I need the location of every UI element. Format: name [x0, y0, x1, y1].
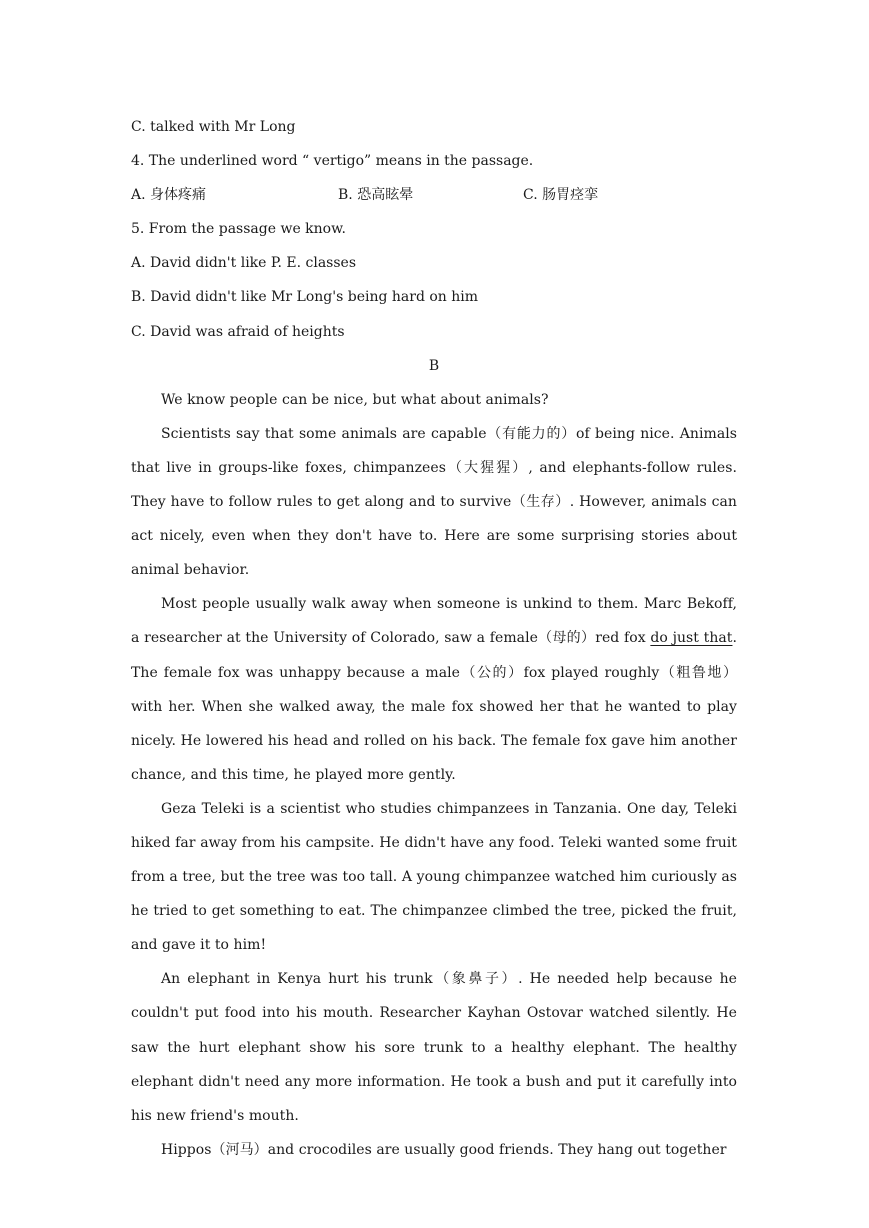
q4-option-c: C. 肠胃痉挛 [523, 187, 599, 204]
passage-paragraph-5: An elephant in Kenya hurt his trunk（象鼻子）. He needed help because he couldn't put food into his mouth. Researcher Kayhan Ostovar watched silently. He saw the hurt elephant show his sore trunk to a healthy elephant. The healthy elephant didn't need any more information. He took a bush and put it carefully into his new friend's mouth. [131, 971, 737, 1124]
q4-option-a: A. 身体疼痛 [131, 187, 207, 204]
q4-question: 4. The underlined word “ vertigo” means in the passage. [131, 153, 534, 170]
q5-option-a: A. David didn't like P. E. classes [131, 255, 357, 272]
underlined-phrase: do just that [650, 630, 733, 647]
q5-option-c: C. David was afraid of heights [131, 323, 345, 340]
q4-option-b: B. 恐高眩晕 [338, 187, 414, 204]
p3-text-after: . The female fox was unhappy because a male（公的）fox played roughly（粗鲁地）with her. When she walked away, the male fox showed her that he wanted to play nicely. He lowered his head and rolled on his back. The female fox gave him another chance, and this time, he played more gently. [131, 630, 737, 783]
passage-paragraph-1: We know people can be nice, but what about animals? [161, 391, 549, 408]
q4-options [131, 178, 737, 212]
document-page [131, 110, 737, 1167]
passage-paragraph-6: Hippos（河马）and crocodiles are usually good friends. They hang out together [161, 1141, 727, 1158]
q5-question: 5. From the passage we know. [131, 221, 346, 238]
q5-option-b: B. David didn't like Mr Long's being hard on him [131, 289, 479, 306]
passage-paragraph-2: Scientists say that some animals are capable（有能力的）of being nice. Animals that live in groups-like foxes, chimpanzees（大猩猩）, and elephants-follow rules. They have to follow rules to get along and to survive（生存）. However, animals can act nicely, even when they don't have to. Here are some surprising stories about animal behavior. [131, 425, 737, 579]
q3-option-c: C. talked with Mr Long [131, 119, 296, 135]
passage-paragraph-4: Geza Teleki is a scientist who studies chimpanzees in Tanzania. One day, Teleki hiked far away from his campsite. He didn't have any food. Teleki wanted some fruit from a tree, but the tree was too tall. A young chimpanzee watched him curiously as he tried to get something to eat. The chimpanzee climbed the tree, picked the fruit, and gave it to him! [131, 800, 737, 954]
p3-text-before: Most people usually walk away when someone is unkind to them. Marc Bekoff, a researcher at the University of Colorado, saw a female（母的）red fox [131, 596, 737, 647]
section-label: B [428, 357, 440, 374]
passage-paragraph-3 [131, 587, 737, 792]
